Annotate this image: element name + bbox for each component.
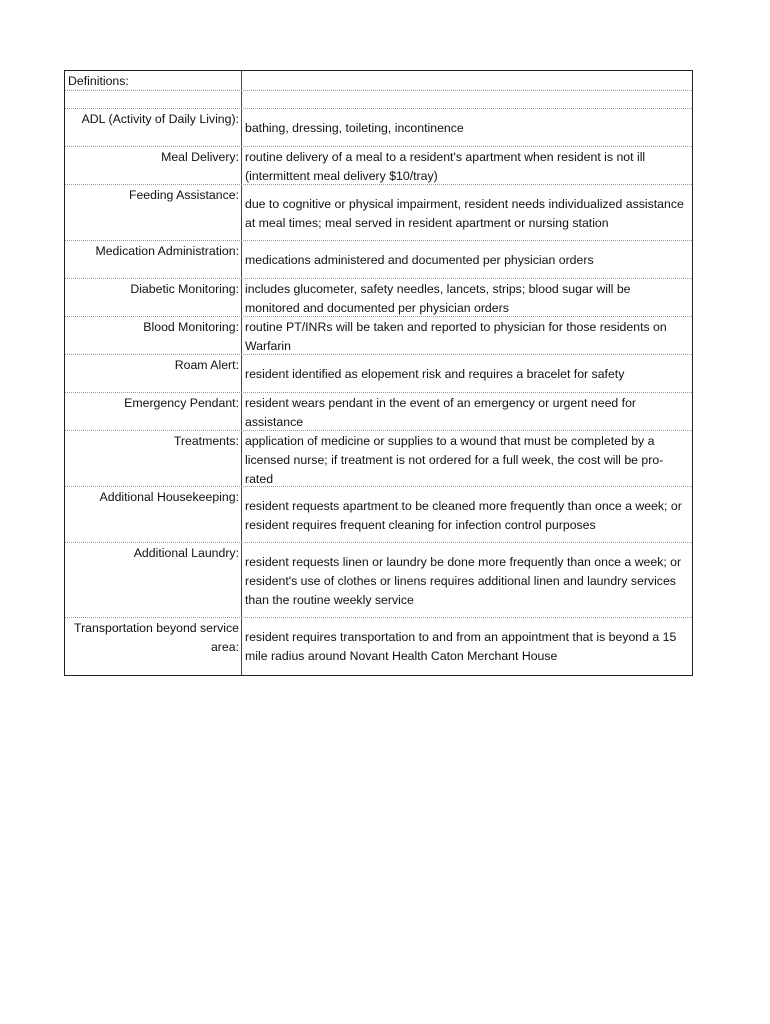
definition-text: application of medicine or supplies to a wound that must be completed by a licensed nurse; if treatment is not ordered for a full week, the cost will be pro-rated	[245, 434, 664, 486]
definition-text: routine PT/INRs will be taken and reported to physician for those residents on Warfarin	[245, 320, 667, 353]
definition-text: resident requires transportation to and from an appointment that is beyond a 15 mile radius around Novant Health Caton Merchant House	[245, 630, 677, 663]
definition-text: due to cognitive or physical impairment, resident needs individualized assistance at meal times; meal served in resident apartment or nursing station	[245, 197, 684, 230]
table-row	[65, 431, 692, 487]
term-label: ADL (Activity of Daily Living):	[65, 109, 242, 146]
definition-text: routine delivery of a meal to a resident's apartment when resident is not ill (intermittent meal delivery $10/tray)	[245, 150, 646, 183]
definition-text: resident identified as elopement risk and requires a bracelet for safety	[245, 367, 625, 381]
table-row	[65, 393, 692, 431]
table-row	[65, 279, 692, 317]
term-label: Transportation beyond service area:	[65, 618, 242, 675]
term-label: Meal Delivery:	[65, 147, 242, 184]
definitions-table	[64, 70, 693, 676]
table-row	[65, 618, 692, 675]
table-row	[65, 147, 692, 185]
definition-text: includes glucometer, safety needles, lancets, strips; blood sugar will be monitored and documented per physician orders	[245, 282, 631, 315]
table-row	[65, 487, 692, 543]
table-row	[65, 109, 692, 147]
definition-text: bathing, dressing, toileting, incontinence	[245, 121, 464, 135]
term-label: Diabetic Monitoring:	[65, 279, 242, 316]
definitions-heading: Definitions:	[65, 71, 242, 90]
spacer-def-cell	[242, 91, 692, 108]
definition-text: resident requests apartment to be cleaned more frequently than once a week; or resident requires frequent cleaning for infection control purposes	[245, 499, 682, 532]
header-row	[65, 71, 692, 91]
term-label: Emergency Pendant:	[65, 393, 242, 430]
table-row	[65, 355, 692, 393]
spacer-label-cell	[65, 91, 242, 108]
definition-text: resident requests linen or laundry be done more frequently than once a week; or resident's use of clothes or linens requires additional linen and laundry services than the routine weekly service	[245, 555, 682, 607]
header-empty-cell	[242, 71, 692, 90]
spacer-row	[65, 91, 692, 109]
table-row	[65, 543, 692, 618]
definition-text: resident wears pendant in the event of an emergency or urgent need for assistance	[245, 396, 637, 429]
table-row	[65, 241, 692, 279]
term-label: Additional Laundry:	[65, 543, 242, 617]
table-row	[65, 185, 692, 241]
term-label: Roam Alert:	[65, 355, 242, 392]
term-label: Feeding Assistance:	[65, 185, 242, 240]
term-label: Additional Housekeeping:	[65, 487, 242, 542]
definition-text: medications administered and documented per physician orders	[245, 253, 594, 267]
term-label: Treatments:	[65, 431, 242, 486]
term-label: Medication Administration:	[65, 241, 242, 278]
table-row	[65, 317, 692, 355]
term-label: Blood Monitoring:	[65, 317, 242, 354]
